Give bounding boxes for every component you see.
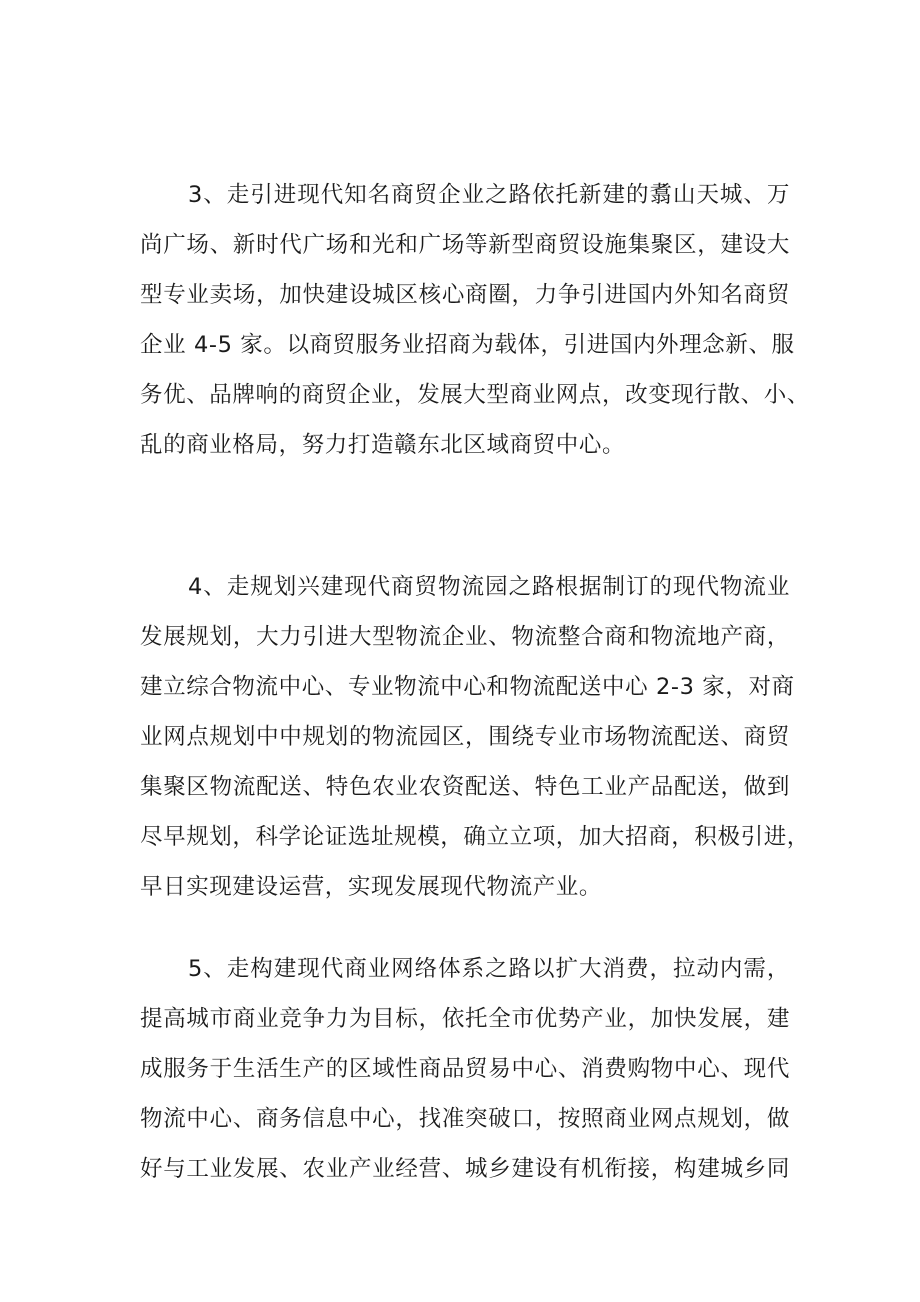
text-line: 尚广场、新时代广场和光和广场等新型商贸设施集聚区，建设大 <box>140 232 790 258</box>
text-line: 提高城市商业竞争力为目标，依托全市优势产业，加快发展，建 <box>140 1006 790 1032</box>
text-line: 尽早规划，科学论证选址规模，确立立项，加大招商，积极引进， <box>140 824 810 850</box>
text-line: 发展规划，大力引进大型物流企业、物流整合商和物流地产商， <box>140 624 790 650</box>
text-line: 物流中心、商务信息中心，找准突破口，按照商业网点规划，做 <box>140 1106 790 1132</box>
text-line: 成服务于生活生产的区域性商品贸易中心、消费购物中心、现代 <box>140 1056 790 1082</box>
text-line: 4、走规划兴建现代商贸物流园之路根据制订的现代物流业 <box>188 574 790 600</box>
text-line: 3、走引进现代知名商贸企业之路依托新建的翥山天城、万 <box>188 182 790 208</box>
text-line: 务优、品牌响的商贸企业，发展大型商业网点，改变现行散、小、 <box>140 382 810 408</box>
paragraph-5 <box>140 944 790 1194</box>
paragraph-3 <box>140 170 810 470</box>
text-line: 5、走构建现代商业网络体系之路以扩大消费，拉动内需， <box>188 956 790 982</box>
text-line: 业网点规划中中规划的物流园区，围绕专业市场物流配送、商贸 <box>140 724 790 750</box>
text-line: 集聚区物流配送、特色农业农资配送、特色工业产品配送，做到 <box>140 774 790 800</box>
text-line: 乱的商业格局，努力打造赣东北区域商贸中心。 <box>140 432 626 458</box>
paragraph-4 <box>140 562 810 912</box>
text-line: 型专业卖场，加快建设城区核心商圈，力争引进国内外知名商贸 <box>140 282 790 308</box>
text-line: 建立综合物流中心、专业物流中心和物流配送中心 2-3 家，对商 <box>140 674 795 700</box>
text-line: 早日实现建设运营，实现发展现代物流产业。 <box>140 874 603 900</box>
text-line: 好与工业发展、农业产业经营、城乡建设有机衔接，构建城乡同 <box>140 1156 790 1182</box>
text-line: 企业 4-5 家。以商贸服务业招商为载体，引进国内外理念新、服 <box>140 332 795 358</box>
